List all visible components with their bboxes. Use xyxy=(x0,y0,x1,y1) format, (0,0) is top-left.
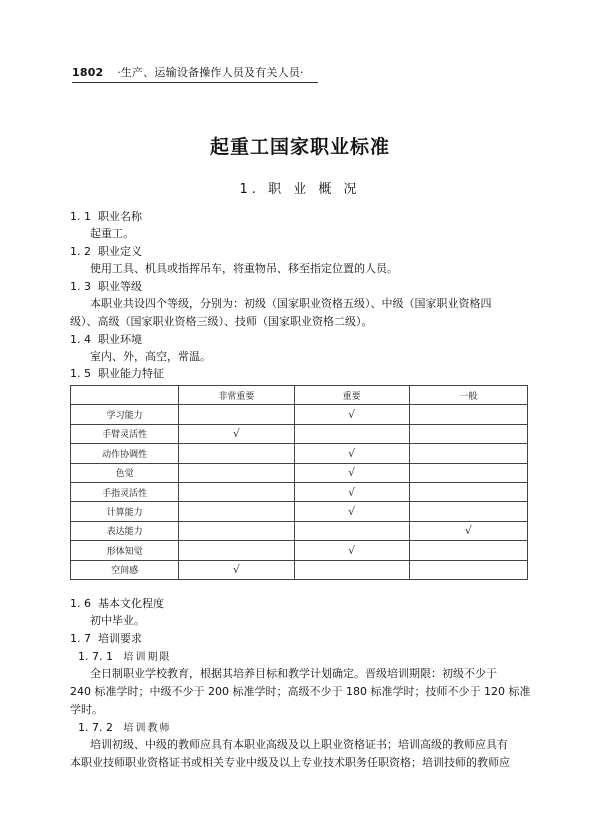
section-number: 1. 4 xyxy=(70,333,91,346)
empty-cell xyxy=(294,424,409,443)
empty-cell xyxy=(409,482,527,501)
check-mark-cell: √ xyxy=(294,541,409,560)
empty-cell xyxy=(294,560,409,579)
section-1-4-body: 室内、外，高空，常温。 xyxy=(90,350,211,363)
ability-name-cell: 表达能力 xyxy=(71,521,179,540)
empty-cell xyxy=(409,424,527,443)
running-header xyxy=(72,64,304,80)
empty-cell xyxy=(179,541,294,560)
table-row xyxy=(71,521,528,540)
empty-cell xyxy=(409,463,527,482)
section-title: 职业等级 xyxy=(98,280,142,293)
section-1-1-body: 起重工。 xyxy=(90,227,134,240)
section-number: 1. 2 xyxy=(70,245,91,258)
section-1-7-heading xyxy=(70,632,142,646)
ability-name-cell: 学习能力 xyxy=(71,405,179,424)
section-title: 培训期限 xyxy=(123,652,172,663)
section-1-3-body-line2: 级）、高级（国家职业资格三级）、技师（国家职业资格二级）。 xyxy=(70,315,373,328)
section-1-7-1-heading xyxy=(78,650,171,665)
section-number: 1. 6 xyxy=(70,597,91,610)
table-row xyxy=(71,424,528,443)
ability-name-cell: 计算能力 xyxy=(71,502,179,521)
ability-table-body xyxy=(71,405,528,580)
header-cell: 重要 xyxy=(294,386,409,405)
check-mark-cell: √ xyxy=(179,560,294,579)
section-1-4-heading xyxy=(70,333,142,347)
empty-cell xyxy=(294,521,409,540)
section-title: 培训教师 xyxy=(123,723,172,734)
table-row xyxy=(71,444,528,463)
section-1-7-1-line3: 学时。 xyxy=(70,703,103,716)
empty-cell xyxy=(179,521,294,540)
section-1-7-1-line1: 全日制职业学校教育，根据其培养目标和教学计划确定。晋级培训期限：初级不少于 xyxy=(90,667,497,680)
empty-cell xyxy=(179,463,294,482)
section-number: 1. 3 xyxy=(70,280,91,293)
empty-cell xyxy=(409,560,527,579)
empty-cell xyxy=(409,541,527,560)
section-1-1-heading xyxy=(70,210,142,224)
section-1-3-body-line1: 本职业共设四个等级，分别为：初级（国家职业资格五级）、中级（国家职业资格四 xyxy=(90,297,492,310)
running-title: ·生产、运输设备操作人员及有关人员· xyxy=(117,66,304,79)
section-title: 培训要求 xyxy=(98,632,142,645)
empty-cell xyxy=(179,482,294,501)
empty-cell xyxy=(409,444,527,463)
ability-name-cell: 手臂灵活性 xyxy=(71,424,179,443)
empty-cell xyxy=(409,502,527,521)
check-mark-cell: √ xyxy=(294,502,409,521)
check-mark-cell: √ xyxy=(294,482,409,501)
ability-name-cell: 形体知觉 xyxy=(71,541,179,560)
table-row xyxy=(71,502,528,521)
check-mark-cell: √ xyxy=(409,521,527,540)
ability-table xyxy=(70,385,528,580)
table-row xyxy=(71,405,528,424)
section-title: 职业定义 xyxy=(98,245,142,258)
section-1-7-2-heading xyxy=(78,721,171,736)
chapter-heading: 1. 职 业 概 况 xyxy=(239,182,361,197)
header-cell xyxy=(71,386,179,405)
header-cell: 一般 xyxy=(409,386,527,405)
section-number: 1. 7 xyxy=(70,632,91,645)
page-number: 1802 xyxy=(72,66,104,79)
check-mark-cell: √ xyxy=(294,444,409,463)
check-mark-cell: √ xyxy=(294,405,409,424)
section-title: 职业能力特征 xyxy=(98,367,164,380)
section-1-2-body: 使用工具、机具或指挥吊车，将重物吊、移至指定位置的人员。 xyxy=(90,262,398,275)
table-row xyxy=(71,463,528,482)
section-title: 基本文化程度 xyxy=(98,597,164,610)
ability-name-cell: 动作协调性 xyxy=(71,444,179,463)
table-row xyxy=(71,482,528,501)
section-1-7-1-line2: 240 标准学时；中级不少于 200 标准学时；高级不少于 180 标准学时；技师不少于 120 标准 xyxy=(70,685,531,698)
section-number: 1. 1 xyxy=(70,210,91,223)
empty-cell xyxy=(179,405,294,424)
section-number: 1. 5 xyxy=(70,367,91,380)
section-title: 职业名称 xyxy=(98,210,142,223)
header-cell: 非常重要 xyxy=(179,386,294,405)
section-1-6-body: 初中毕业。 xyxy=(90,614,145,627)
section-1-6-heading xyxy=(70,597,164,611)
ability-name-cell: 色觉 xyxy=(71,463,179,482)
header-rule xyxy=(72,82,318,83)
section-1-7-2-line1: 培训初级、中级的教师应具有本职业高级及以上职业资格证书；培训高级的教师应具有 xyxy=(90,738,508,751)
check-mark-cell: √ xyxy=(294,463,409,482)
section-number: 1. 7. 1 xyxy=(78,650,113,663)
check-mark-cell: √ xyxy=(179,424,294,443)
section-1-5-heading xyxy=(70,367,164,381)
empty-cell xyxy=(409,405,527,424)
section-1-7-2-line2: 本职业技师职业资格证书或相关专业中级及以上专业技术职务任职资格；培训技师的教师应 xyxy=(70,756,510,769)
ability-name-cell: 手指灵活性 xyxy=(71,482,179,501)
empty-cell xyxy=(179,502,294,521)
section-1-2-heading xyxy=(70,245,142,259)
section-title: 职业环境 xyxy=(98,333,142,346)
section-number: 1. 7. 2 xyxy=(78,721,113,734)
document-title: 起重工国家职业标准 xyxy=(209,136,390,158)
table-row xyxy=(71,541,528,560)
table-row xyxy=(71,560,528,579)
table-header-row xyxy=(71,386,528,405)
section-1-3-heading xyxy=(70,280,142,294)
empty-cell xyxy=(179,444,294,463)
ability-name-cell: 空间感 xyxy=(71,560,179,579)
